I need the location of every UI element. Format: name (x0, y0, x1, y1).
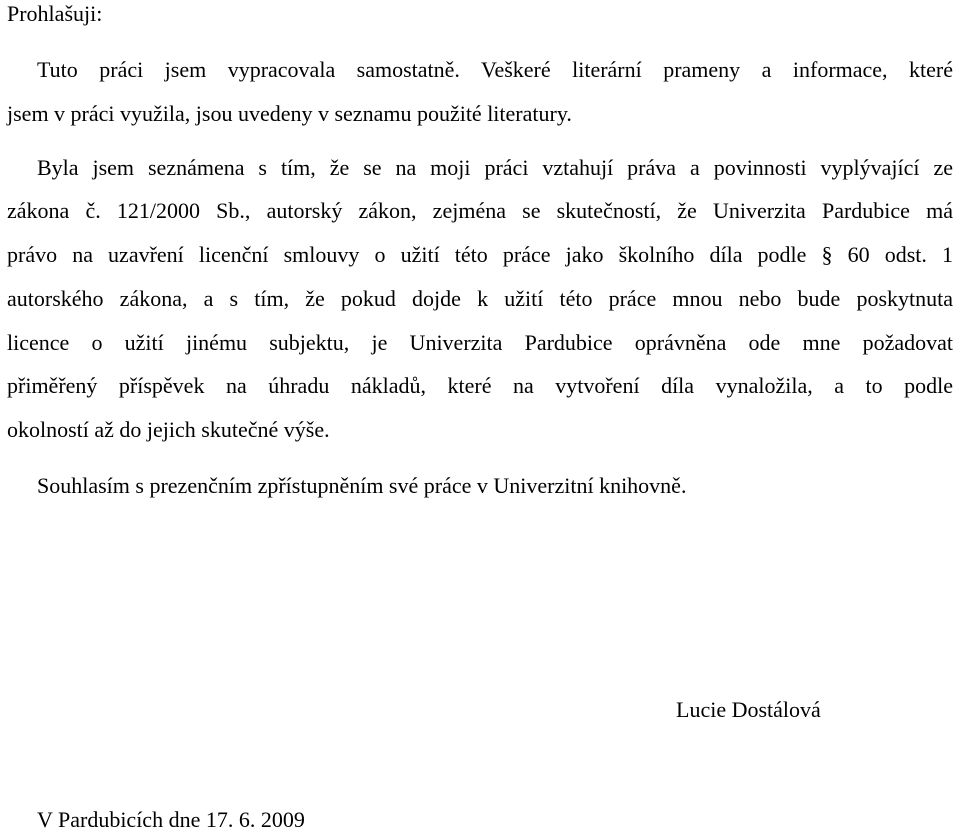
paragraph-line: autorského zákona, a s tím, že pokud dojde k užití této práce mnou nebo bude poskytnuta (7, 286, 953, 311)
signature-name: Lucie Dostálová (676, 697, 821, 722)
place-and-date: V Pardubicích dne 17. 6. 2009 (37, 807, 305, 832)
paragraph-library-consent: Souhlasím s prezenčním zpřístupněním své práce v Univerzitní knihovně. (37, 473, 687, 498)
paragraph-line: jsem v práci využila, jsou uvedeny v seznamu použité literatury. (7, 101, 572, 126)
declaration-heading: Prohlašuji: (7, 1, 103, 26)
paragraph-line: právo na uzavření licenční smlouvy o užití této práce jako školního díla podle § 60 odst. 1 (7, 242, 953, 267)
paragraph-line: Byla jsem seznámena s tím, že se na moji práci vztahují práva a povinnosti vyplývající ze (37, 155, 953, 180)
paragraph-line: okolností až do jejich skutečné výše. (7, 417, 330, 442)
paragraph-line: přiměřený příspěvek na úhradu nákladů, které na vytvoření díla vynaložila, a to podle (7, 373, 953, 398)
paragraph-line: Tuto práci jsem vypracovala samostatně. Veškeré literární prameny a informace, které (37, 57, 953, 82)
paragraph-line: licence o užití jinému subjektu, je Univerzita Pardubice oprávněna ode mne požadovat (7, 330, 953, 355)
paragraph-line: zákona č. 121/2000 Sb., autorský zákon, zejména se skutečností, že Univerzita Pardubice má (7, 198, 953, 223)
